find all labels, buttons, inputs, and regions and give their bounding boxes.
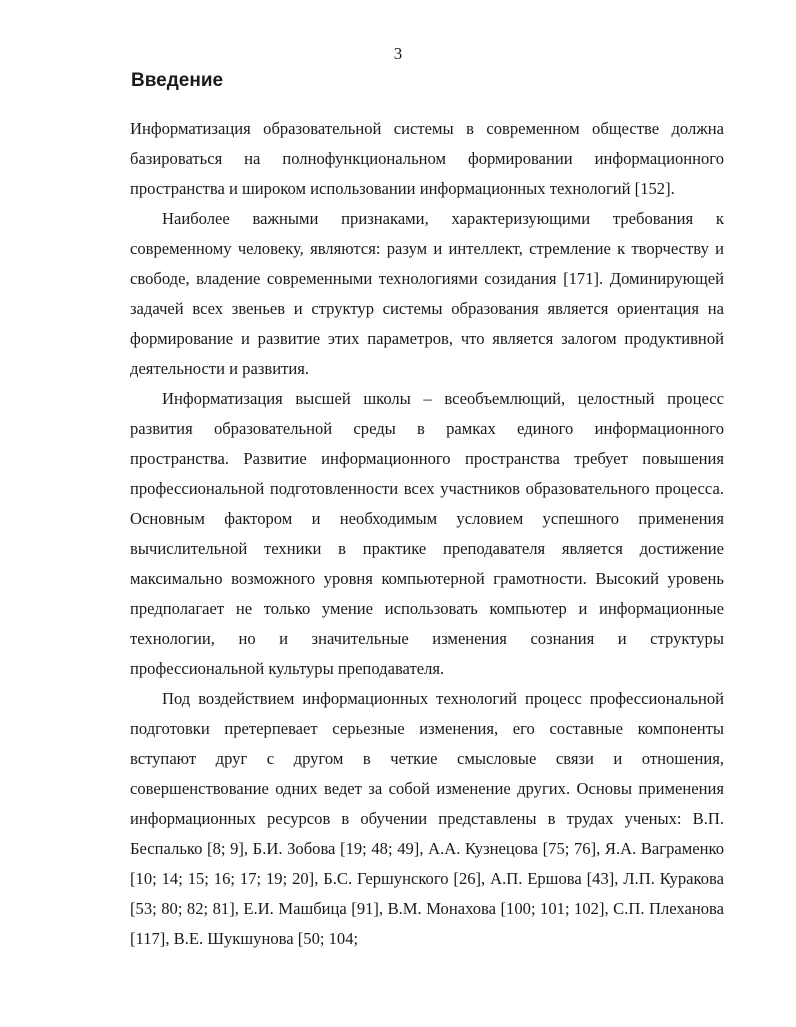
paragraph-4: Под воздействием информационных технологий процесс профессиональной подготовки претерпевает серьезные изменения, его составные компоненты вступают друг с другом в четкие смысловые связи и отношения, совершенствование одних ведет за собой изменение других. Основы применения информационных ресурсов в обучении представлены в трудах ученых: В.П. Беспалько [8; 9], Б.И. Зобова [19; 48; 49], А.А. Кузнецова [75; 76], Я.А. Ваграменко [10; 14; 15; 16; 17; 19; 20], Б.С. Гершунского [26], А.П. Ершова [43], Л.П. Куракова [53; 80; 82; 81], Е.И. Машбица [91], В.М. Монахова [100; 101; 102], С.П. Плеханова [117], В.Е. Шукшунова [50; 104;: [130, 689, 724, 948]
section-heading: Введение: [131, 70, 224, 91]
page-number: 3: [393, 44, 403, 63]
paragraph-3: Информатизация высшей школы – всеобъемлющий, целостный процесс развития образовательной среды в рамках единого информационного пространства. Развитие информационного пространства требует повышения профессиональной подготовленности всех участников образовательного процесса. Основным фактором и необходимым условием успешного применения вычислительной техники в практике преподавателя является достижение максимально возможного уровня компьютерной грамотности. Высокий уровень предполагает не только умение использовать компьютер и информационные технологии, но и значительные изменения сознания и структуры профессиональной культуры преподавателя.: [130, 389, 724, 678]
paragraph-2: Наиболее важными признаками, характеризующими требования к современному человеку, являются: разум и интеллект, стремление к творчеству и свободе, владение современными технологиями созидания [171]. Доминирующей задачей всех звеньев и структур системы образования является ориентация на формирование и развитие этих параметров, что является залогом продуктивной деятельности и развития.: [130, 209, 724, 378]
paragraph-1: Информатизация образовательной системы в современном обществе должна базироваться на полнофункциональном формировании информационного пространства и широком использовании информационных технологий [152].: [130, 119, 724, 198]
body-text: [130, 114, 724, 954]
